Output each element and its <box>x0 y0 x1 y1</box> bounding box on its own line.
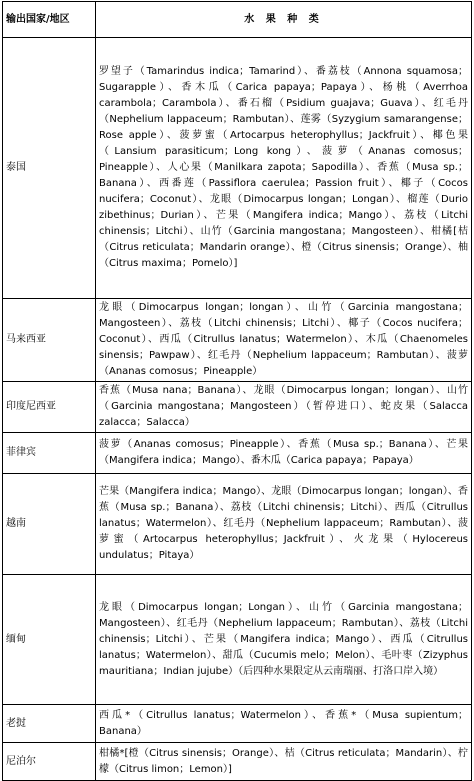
fruit-list-cell: 芒果（Mangifera indica；Mango）、龙眼（Dimocarpus longan；longan）、香蕉（Musa sp.；Banana）、荔枝（Litchi chinensis；Litchi）、西瓜（Citrullus lanatus；Watermelon）、红毛丹（Nephelium lappaceum；Rambutan）、菠萝蜜（Artocarpus heterophyllus；Jackfruit）、火龙果（Hylocereus undulatus；Pitaya） <box>96 474 472 575</box>
fruit-list-cell: 龙眼（Dimocarpus longan；Longan）、山竹（Garcinia mangostana；Mangosteen）、红毛丹（Nephelium lappaceum；Rambutan）、荔枝（Litchi chinensis；Litchi）、芒果（Mangifera indica；Mango）、西瓜（Citrullus lanatus；Watermelon）、甜瓜（Cucumis melo；Melon）、毛叶枣（Zizyphus mauritiana；Indian jujube）（后四种水果限定从云南瑞丽、打洛口岸入境） <box>96 575 472 705</box>
country-cell: 尼泊尔 <box>3 743 96 781</box>
header-country: 输出国家/地区 <box>3 2 96 38</box>
fruit-list-cell: 香蕉（Musa nana；Banana）、龙眼（Dimocarpus longan；longan）、山竹（Garcinia mangostana；Mangosteen）（暂停进口）、蛇皮果（Salacca zalacca；Salacca） <box>96 382 472 433</box>
table-row <box>3 575 472 705</box>
header-fruit-types: 水 果 种 类 <box>96 2 472 38</box>
country-cell: 泰国 <box>3 38 96 299</box>
table-row <box>3 433 472 474</box>
table-row <box>3 705 472 743</box>
table-row <box>3 382 472 433</box>
fruit-list-cell: 西瓜*（Citrullus lanatus；Watermelon）、香蕉*（Musa supientum；Banana） <box>96 705 472 743</box>
table-row <box>3 38 472 299</box>
fruit-list-cell: 菠萝（Ananas comosus；Pineapple）、香蕉（Musa sp.；Banana）、芒果（Mangifera indica；Mango）、番木瓜（Carica papaya；Papaya） <box>96 433 472 474</box>
country-cell: 印度尼西亚 <box>3 382 96 433</box>
table-row <box>3 299 472 382</box>
table-row <box>3 743 472 781</box>
fruit-list-cell: 柑橘*[橙（Citrus sinensis；Orange）、桔（Citrus reticulata；Mandarin）、柠檬（Citrus limon；Lemon）] <box>96 743 472 781</box>
country-cell: 马来西亚 <box>3 299 96 382</box>
table-header-row <box>3 2 472 38</box>
fruit-list-cell: 罗望子（Tamarindus indica；Tamarind）、番荔枝（Annona squamosa；Sugarapple）、香木瓜（Carica papaya；Papaya）、杨桃（Averrhoa carambola；Carambola）、番石榴（Psidium guajava；Guava）、红毛丹（Nephelium lappaceum；Rambutan）、莲雾（Syzygium samarangense；Rose apple）、菠萝蜜（Artocarpus heterophyllus；Jackfruit）、椰色果（Lansium parasiticum；Long kong）、菠萝（Ananas comosus；Pineapple）、人心果（Manilkara zapota；Sapodilla）、香蕉（Musa sp.；Banana）、西番莲（Passiflora caerulea；Passion fruit）、椰子（Cocos nucifera；Coconut）、龙眼（Dimocarpus longan；Longan）、榴莲（Durio zibethinus；Durian）、芒果（Mangifera indica；Mango）、荔枝（Litchi chinensis；Litchi）、山竹（Garcinia mangostana；Mangosteen）、柑橘[桔（Citrus reticulata；Mandarin orange）、橙（Citrus sinensis；Orange）、柚（Citrus maxima；Pomelo）] <box>96 38 472 299</box>
country-cell: 菲律宾 <box>3 433 96 474</box>
country-cell: 越南 <box>3 474 96 575</box>
country-cell: 缅甸 <box>3 575 96 705</box>
country-cell: 老挝 <box>3 705 96 743</box>
fruit-list-cell: 龙眼（Dimocarpus longan；longan）、山竹（Garcinia mangostana；Mangosteen）、荔枝（Litchi chinensis；Litchi）、椰子（Cocos nucifera；Coconut）、西瓜（Citrullus lanatus；Watermelon）、木瓜（Chaenomeles sinensis；Pawpaw）、红毛丹（Nephelium lappaceum；Rambutan）、菠萝（Ananas comosus；Pineapple） <box>96 299 472 382</box>
fruit-import-table <box>2 1 472 781</box>
table-row <box>3 474 472 575</box>
